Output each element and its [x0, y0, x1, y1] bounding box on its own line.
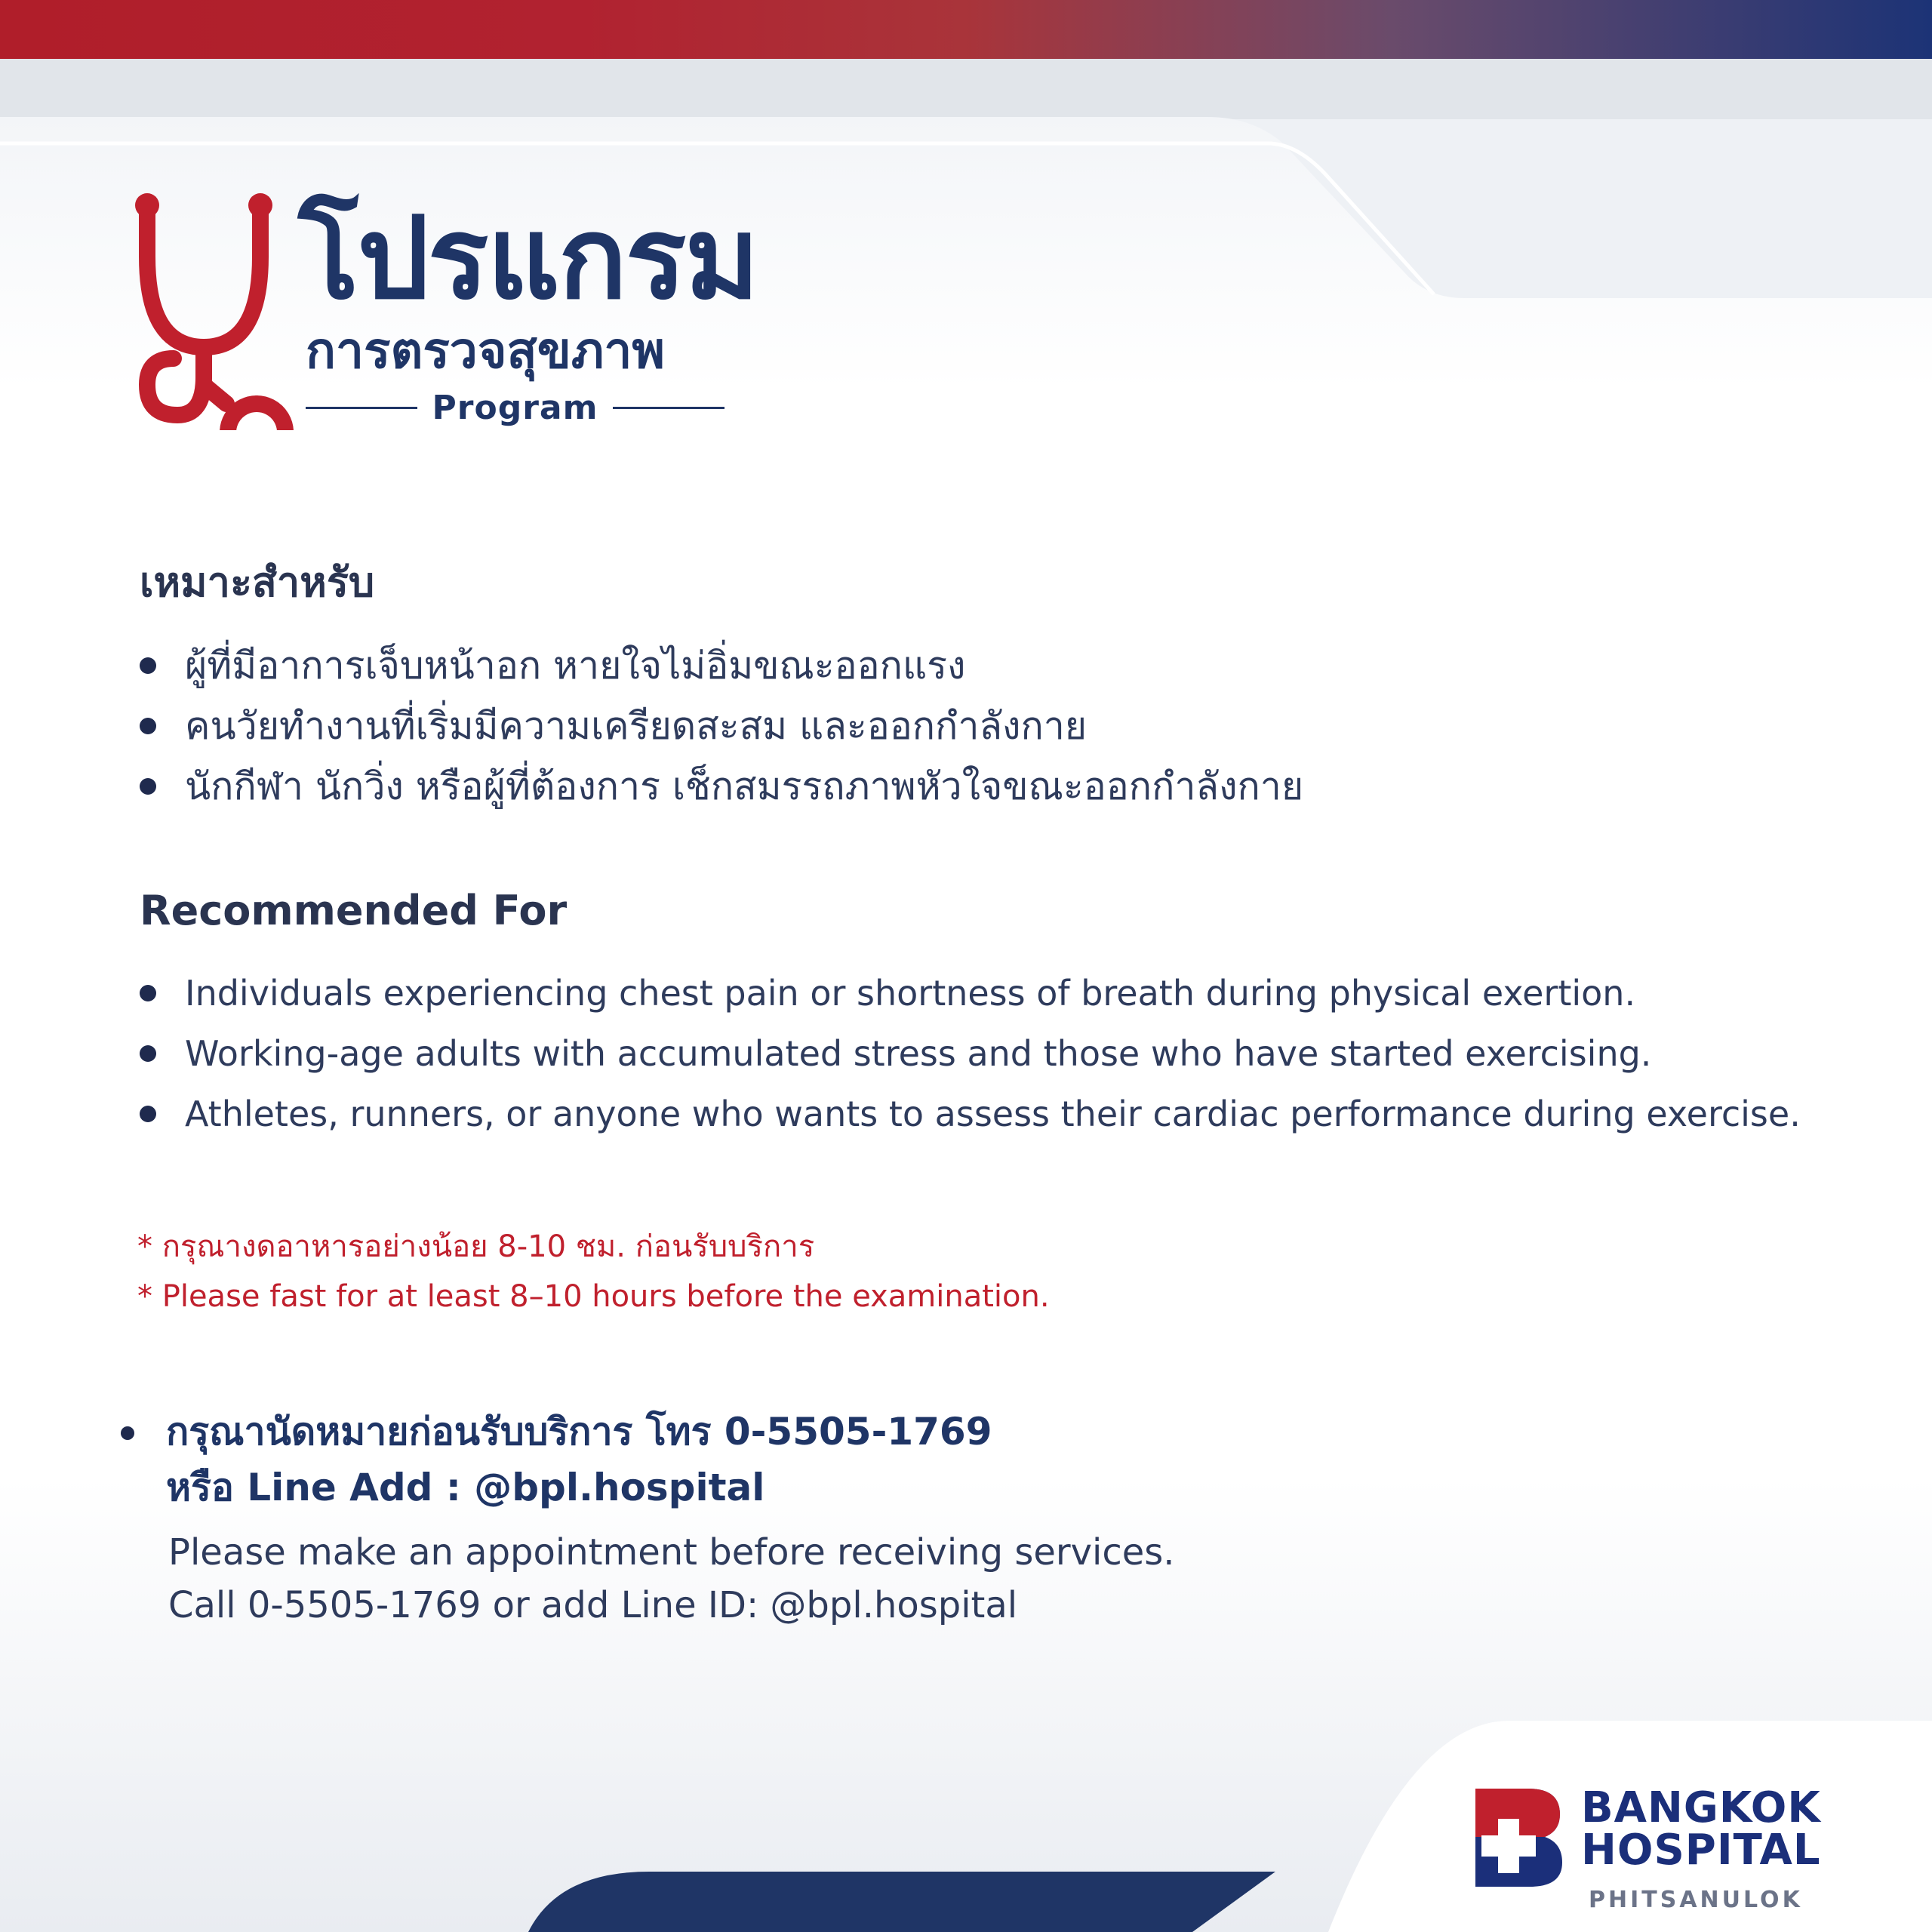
program-label: Program — [432, 388, 598, 427]
list-item-text: ผู้ที่มีอาการเจ็บหน้าอก หายใจไม่อิ่มขณะออกแรง — [185, 644, 966, 688]
recommended-heading-en: Recommended For — [140, 887, 568, 934]
bullet-icon — [140, 985, 156, 1001]
bullet-icon — [140, 778, 156, 795]
fasting-note-en: * Please fast for at least 8–10 hours before the examination. — [137, 1279, 1050, 1314]
list-item — [140, 963, 1801, 1023]
recommended-list-en — [140, 963, 1801, 1144]
list-item-text: Athletes, runners, or anyone who wants to assess their cardiac performance during exercise. — [185, 1094, 1801, 1134]
brand-name — [1581, 1783, 1821, 1875]
appointment-en-line1: Please make an appointment before receiving services. — [168, 1531, 1175, 1574]
list-item — [140, 756, 1303, 817]
list-item — [140, 635, 1303, 696]
bullet-icon — [121, 1426, 134, 1440]
bullet-icon — [140, 657, 156, 674]
list-item-text: Individuals experiencing chest pain or shortness of breath during physical exertion. — [185, 973, 1636, 1014]
list-item-text: นักกีฬา นักวิ่ง หรือผู้ที่ต้องการ เช็กสมรรถภาพหัวใจขณะออกกำลังกาย — [185, 764, 1304, 808]
brand-name-line1: BANGKOK — [1581, 1783, 1821, 1832]
page-title: โปรแกรม — [298, 193, 758, 325]
recommended-heading-th: เหมาะสำหรับ — [140, 558, 375, 606]
list-item-text: คนวัยทำงานที่เริ่มมีความเครียดสะสม และออกกำลังกาย — [185, 704, 1088, 748]
divider-right — [613, 407, 724, 409]
bangkok-hospital-logo — [1475, 1789, 1562, 1887]
list-item — [140, 1023, 1801, 1084]
brand-block — [1475, 1783, 1898, 1917]
appointment-th-line1: กรุณานัดหมายก่อนรับบริการ โทร 0-5505-1769 — [166, 1410, 992, 1454]
bullet-icon — [140, 1106, 156, 1122]
appointment-info — [121, 1404, 1404, 1632]
page-subtitle: การตรวจสุขภาพ — [306, 321, 665, 380]
list-item — [140, 1084, 1801, 1144]
appointment-en-line2: Call 0-5505-1769 or add Line ID: @bpl.hospital — [168, 1584, 1018, 1626]
fasting-note-th: * กรุณางดอาหารอย่างน้อย 8-10 ชม. ก่อนรับบริการ — [137, 1229, 815, 1264]
list-item-text: Working-age adults with accumulated stress and those who have started exercising. — [185, 1033, 1652, 1074]
bullet-icon — [140, 1045, 156, 1062]
brand-city: PHITSANULOK — [1589, 1887, 1803, 1913]
divider-left — [306, 407, 417, 409]
appointment-th-line2: หรือ Line Add : @bpl.hospital — [166, 1466, 765, 1509]
list-item — [140, 696, 1303, 756]
brand-name-line2: HOSPITAL — [1581, 1826, 1821, 1875]
program-label-row — [306, 386, 724, 429]
recommended-list-th — [140, 635, 1303, 817]
bullet-icon — [140, 718, 156, 734]
